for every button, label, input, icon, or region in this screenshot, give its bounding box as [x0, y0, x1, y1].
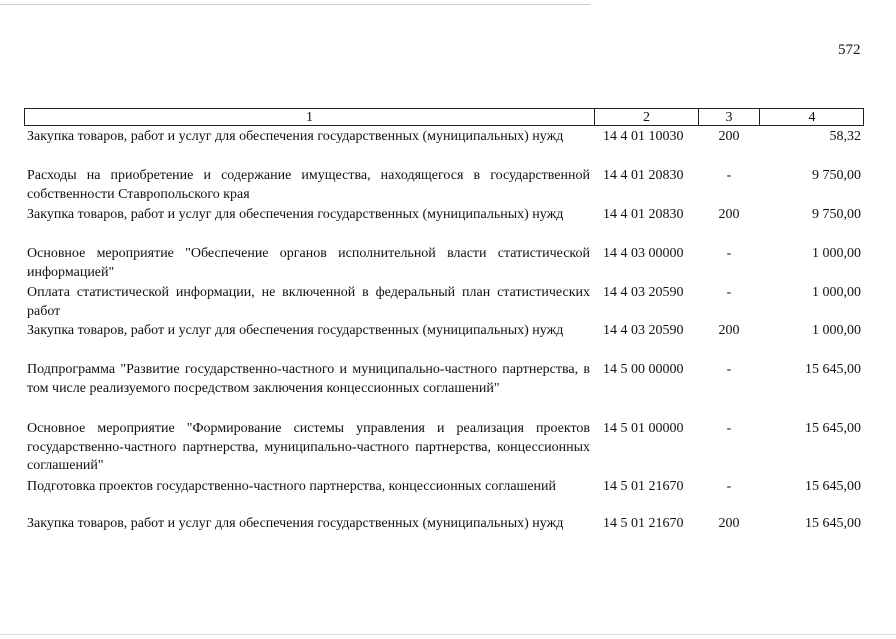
row-name: Оплата статистической информации, не включенной в федеральный план статистических работ	[27, 285, 590, 319]
header-col-4: 4	[808, 110, 816, 125]
row-expense-type: -	[726, 421, 732, 436]
row-amount: 15 645,00	[805, 362, 861, 377]
row-expense-type: 200	[718, 207, 740, 222]
row-expense-type: -	[726, 479, 732, 494]
row-amount: 1 000,00	[812, 285, 861, 300]
row-amount: 58,32	[829, 129, 861, 144]
row-amount: 15 645,00	[805, 516, 861, 531]
table-header	[24, 108, 864, 126]
scan-artifact-bottom	[0, 634, 896, 635]
row-expense-type: 200	[718, 323, 740, 338]
row-expense-type: -	[726, 285, 732, 300]
row-code: 14 5 01 21670	[603, 479, 684, 494]
row-amount: 15 645,00	[805, 479, 861, 494]
row-name: Закупка товаров, работ и услуг для обеспечения государственных (муниципальных) нужд	[27, 207, 564, 222]
row-code: 14 4 03 20590	[603, 285, 684, 300]
row-name: Основное мероприятие "Формирование системы управления и реализация проектов государственно-частного партнерства, муниципально-частного партнерства, концессионных соглашений"	[27, 421, 590, 473]
header-col-3: 3	[699, 109, 760, 125]
row-code: 14 4 01 20830	[603, 168, 684, 183]
row-code: 14 5 01 00000	[603, 421, 684, 436]
row-amount: 9 750,00	[812, 168, 861, 183]
header-col-2: 2	[595, 109, 699, 125]
row-code: 14 4 03 00000	[603, 246, 684, 261]
row-code: 14 5 00 00000	[603, 362, 684, 377]
row-expense-type: -	[726, 246, 732, 261]
row-name: Закупка товаров, работ и услуг для обеспечения государственных (муниципальных) нужд	[27, 129, 564, 144]
row-code: 14 4 01 10030	[603, 129, 684, 144]
row-expense-type: -	[726, 168, 732, 183]
header-col-1: 1	[25, 109, 595, 125]
row-name: Основное мероприятие "Обеспечение органов исполнительной власти статистической информацией"	[27, 246, 590, 280]
scan-artifact-top	[0, 4, 590, 5]
row-amount: 1 000,00	[812, 246, 861, 261]
row-name: Закупка товаров, работ и услуг для обеспечения государственных (муниципальных) нужд	[27, 323, 564, 338]
row-expense-type: -	[726, 362, 732, 377]
row-code: 14 4 03 20590	[603, 323, 684, 338]
row-name: Расходы на приобретение и содержание имущества, находящегося в государственной собственности Ставропольского края	[27, 168, 590, 202]
row-amount: 15 645,00	[805, 421, 861, 436]
row-code: 14 5 01 21670	[603, 516, 684, 531]
row-name: Закупка товаров, работ и услуг для обеспечения государственных (муниципальных) нужд	[27, 516, 564, 531]
row-amount: 9 750,00	[812, 207, 861, 222]
row-amount: 1 000,00	[812, 323, 861, 338]
row-expense-type: 200	[718, 129, 740, 144]
row-code: 14 4 01 20830	[603, 207, 684, 222]
row-expense-type: 200	[718, 516, 740, 531]
page-number: 572	[838, 42, 861, 58]
row-name: Подготовка проектов государственно-частного партнерства, концессионных соглашений	[27, 479, 557, 494]
row-name: Подпрограмма "Развитие государственно-частного и муниципально-частного партнерства, в том числе реализуемого посредством заключения концессионных соглашений"	[27, 362, 590, 396]
